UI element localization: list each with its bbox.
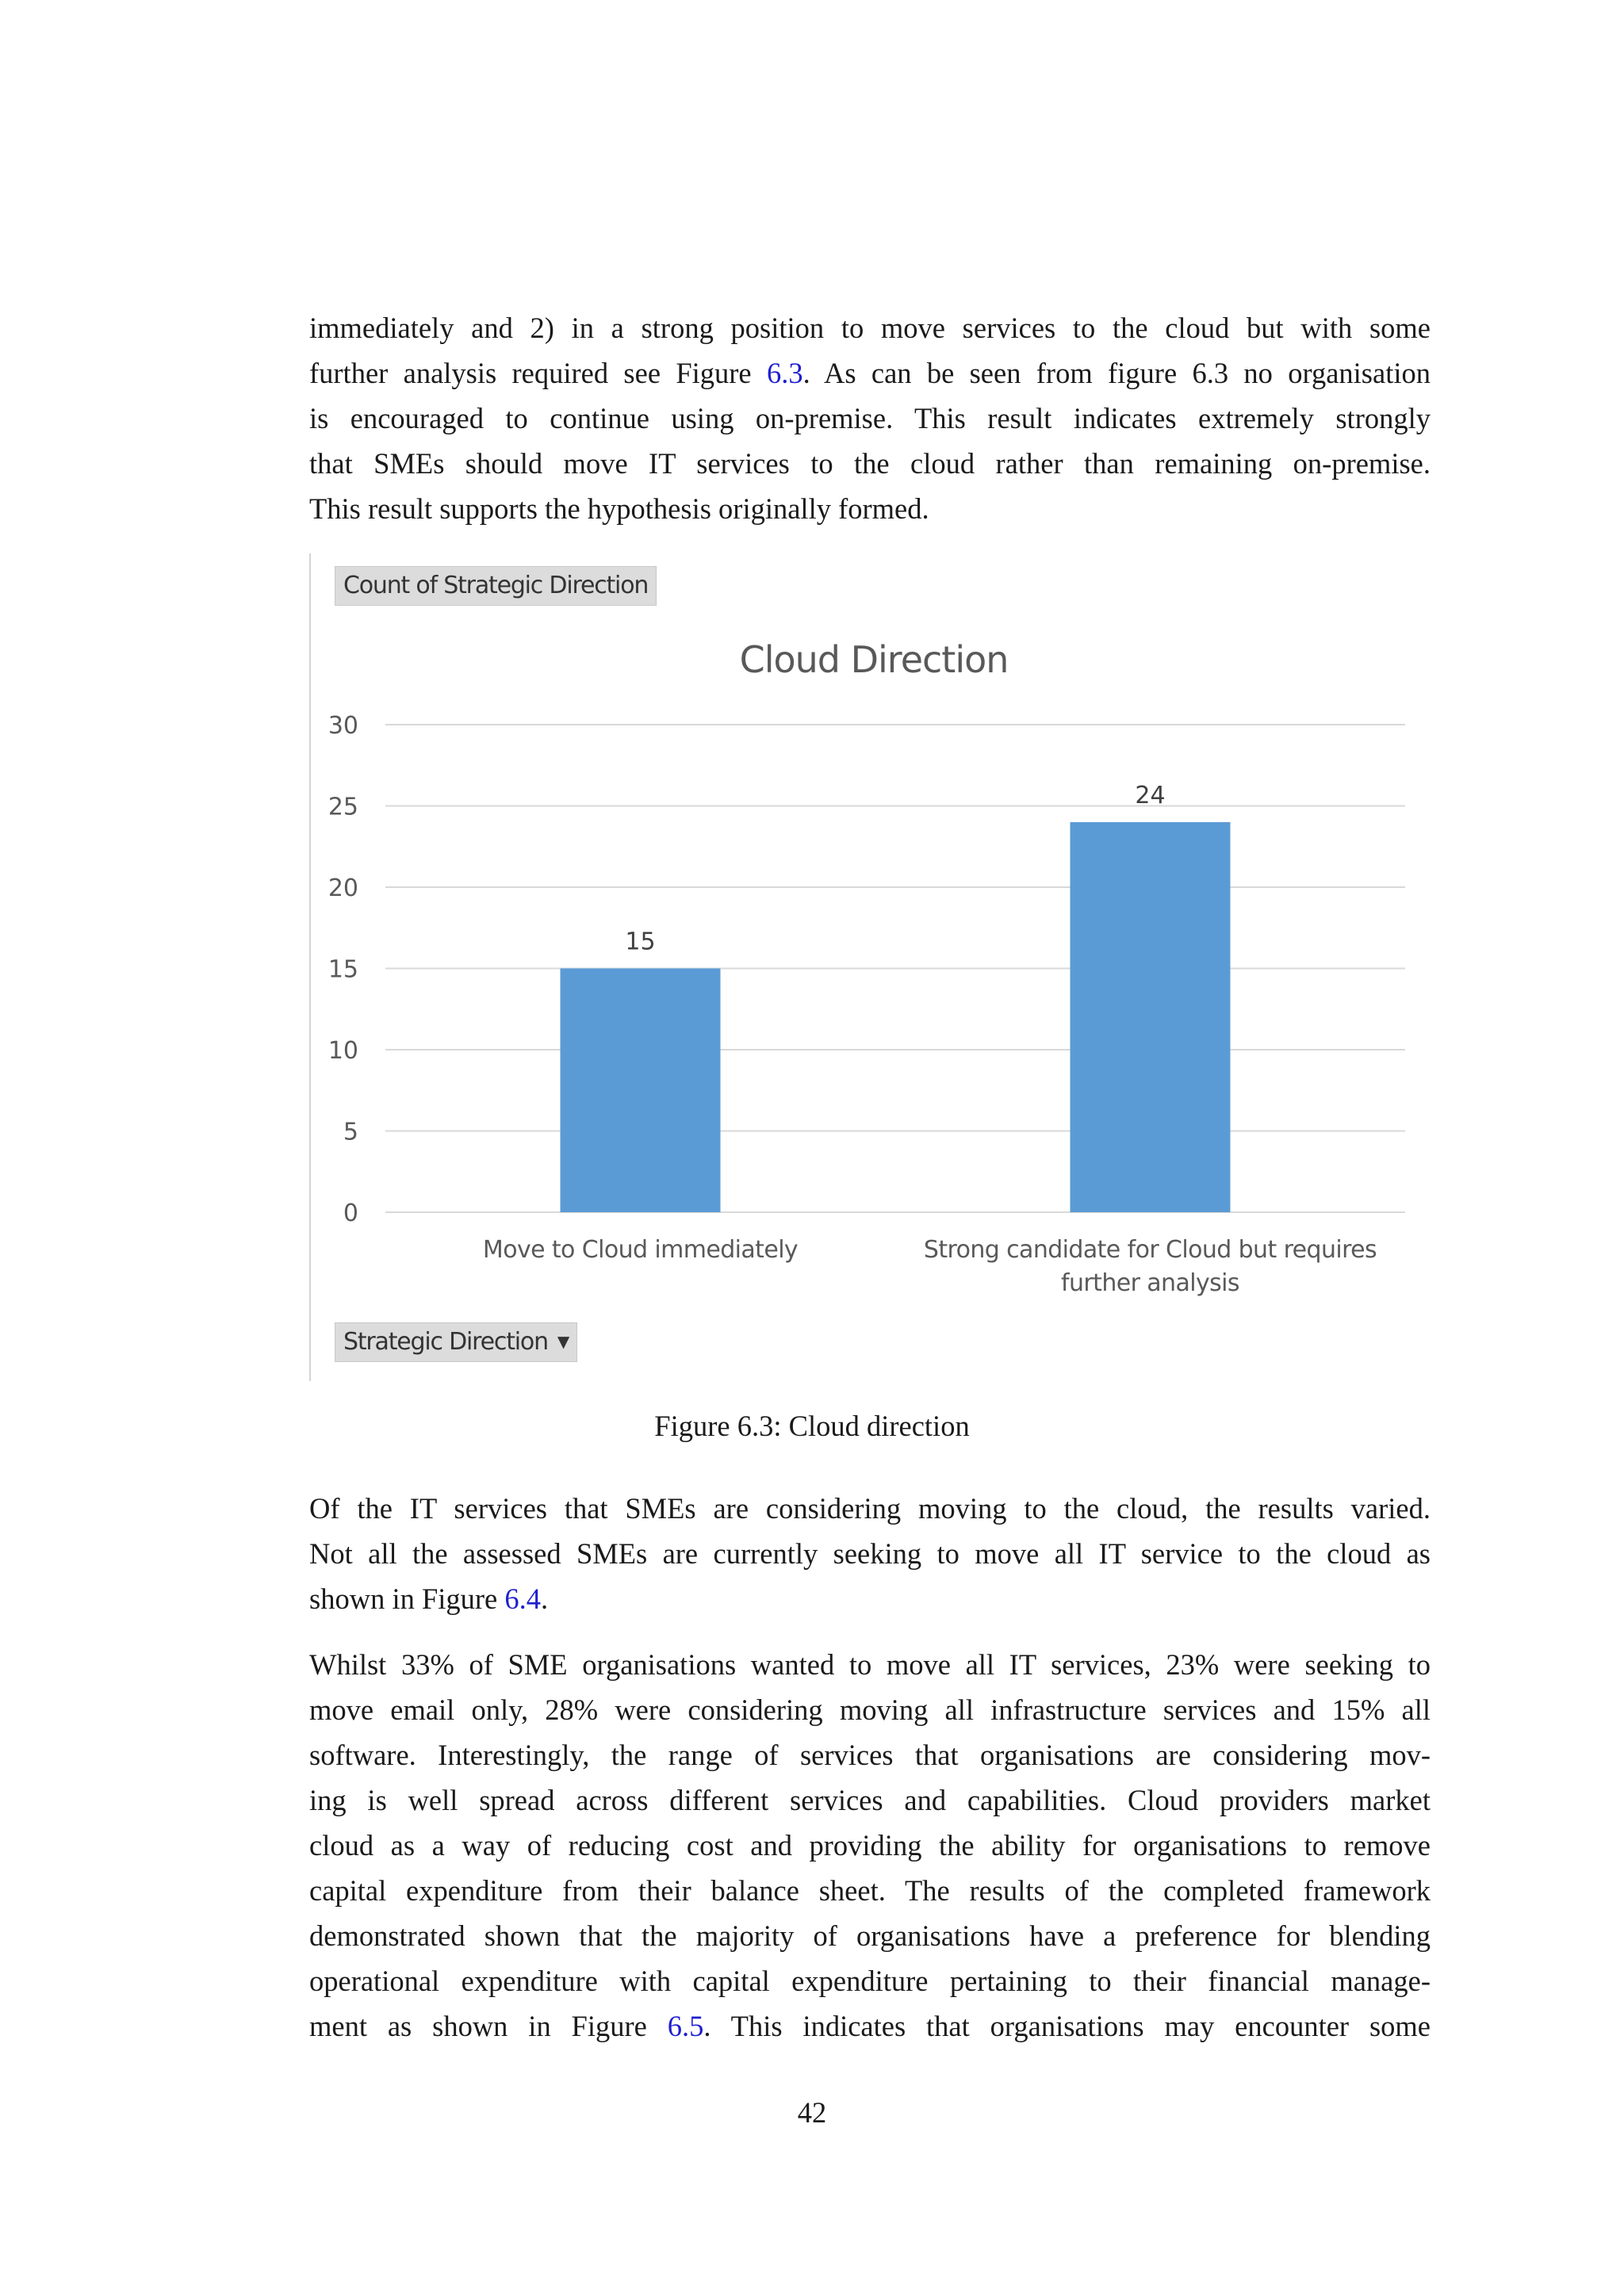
- y-tick-label: 10: [327, 1037, 358, 1065]
- value-field-button[interactable]: Count of Strategic Direction: [335, 566, 657, 606]
- data-label: 15: [625, 928, 656, 956]
- data-label: 24: [1135, 782, 1166, 809]
- y-tick-label: 20: [327, 874, 358, 902]
- figure-ref-link[interactable]: 6.3: [766, 357, 803, 389]
- paragraph-2: [309, 1486, 1431, 1621]
- figure-ref-link[interactable]: 6.5: [667, 2010, 704, 2042]
- text-fragment: further analysis required see Figure: [309, 357, 767, 389]
- dropdown-arrow-icon: ▼: [557, 1332, 569, 1351]
- axis-field-label: Strategic Direction: [343, 1328, 548, 1356]
- y-tick-label: 30: [327, 712, 358, 740]
- text-line: [309, 350, 1431, 396]
- text-line: capital expenditure from their balance sheet. The results of the completed framework: [309, 1874, 1431, 1907]
- figure-caption: Figure 6.3: Cloud direction: [654, 1410, 970, 1442]
- chart-title: Cloud Direction: [739, 638, 1009, 681]
- paragraph-3: [309, 1642, 1431, 2049]
- text-line: This result supports the hypothesis originally formed.: [309, 492, 929, 525]
- text-line: Of the IT services that SMEs are considering moving to the cloud, the results varied.: [309, 1492, 1431, 1525]
- text-fragment: .: [541, 1582, 549, 1615]
- text-fragment: . As can be seen from figure 6.3 no organisation: [802, 357, 1431, 389]
- text-line: that SMEs should move IT services to the cloud rather than remaining on-premise.: [309, 447, 1431, 480]
- text-line: move email only, 28% were considering moving all infrastructure services and 15% all: [309, 1693, 1431, 1726]
- x-tick-label: Strong candidate for Cloud but requires: [923, 1236, 1377, 1264]
- y-tick-label: 5: [343, 1118, 358, 1146]
- text-line: cloud as a way of reducing cost and providing the ability for organisations to remove: [309, 1829, 1431, 1862]
- text-fragment: shown in Figure: [309, 1582, 505, 1615]
- text-line: operational expenditure with capital expenditure pertaining to their financial manage-: [309, 1965, 1431, 1997]
- text-line: is encouraged to continue using on-premise. This result indicates extremely strongly: [309, 402, 1431, 434]
- intro-paragraph: [309, 305, 1431, 531]
- text-line: [309, 2003, 1431, 2049]
- bar-chart: [309, 553, 1419, 1381]
- text-line: Whilst 33% of SME organisations wanted to move all IT services, 23% were seeking to: [309, 1648, 1431, 1681]
- x-tick-label: further analysis: [1061, 1269, 1239, 1297]
- y-tick-label: 25: [327, 793, 358, 821]
- x-tick-label: Move to Cloud immediately: [482, 1236, 799, 1264]
- bar: [1071, 822, 1231, 1212]
- y-tick-label: 0: [343, 1200, 358, 1227]
- text-fragment: . This indicates that organisations may encounter some: [703, 2010, 1431, 2042]
- text-line: Not all the assessed SMEs are currently seeking to move all IT service to the cloud as: [309, 1537, 1431, 1570]
- text-line: demonstrated shown that the majority of organisations have a preference for blending: [309, 1919, 1431, 1952]
- page-number: 42: [797, 2096, 827, 2129]
- text-line: [309, 1576, 1431, 1621]
- y-tick-label: 15: [327, 955, 358, 984]
- text-line: immediately and 2) in a strong position to move services to the cloud but with some: [309, 312, 1431, 344]
- axis-field-button[interactable]: [335, 1322, 577, 1362]
- text-fragment: ment as shown in Figure: [309, 2010, 668, 2042]
- figure-chart: [309, 553, 1419, 1381]
- figure-ref-link[interactable]: 6.4: [504, 1582, 541, 1615]
- bar: [561, 969, 721, 1213]
- text-line: ing is well spread across different services and capabilities. Cloud providers market: [309, 1784, 1431, 1816]
- text-line: software. Interestingly, the range of services that organisations are considering mov-: [309, 1739, 1431, 1771]
